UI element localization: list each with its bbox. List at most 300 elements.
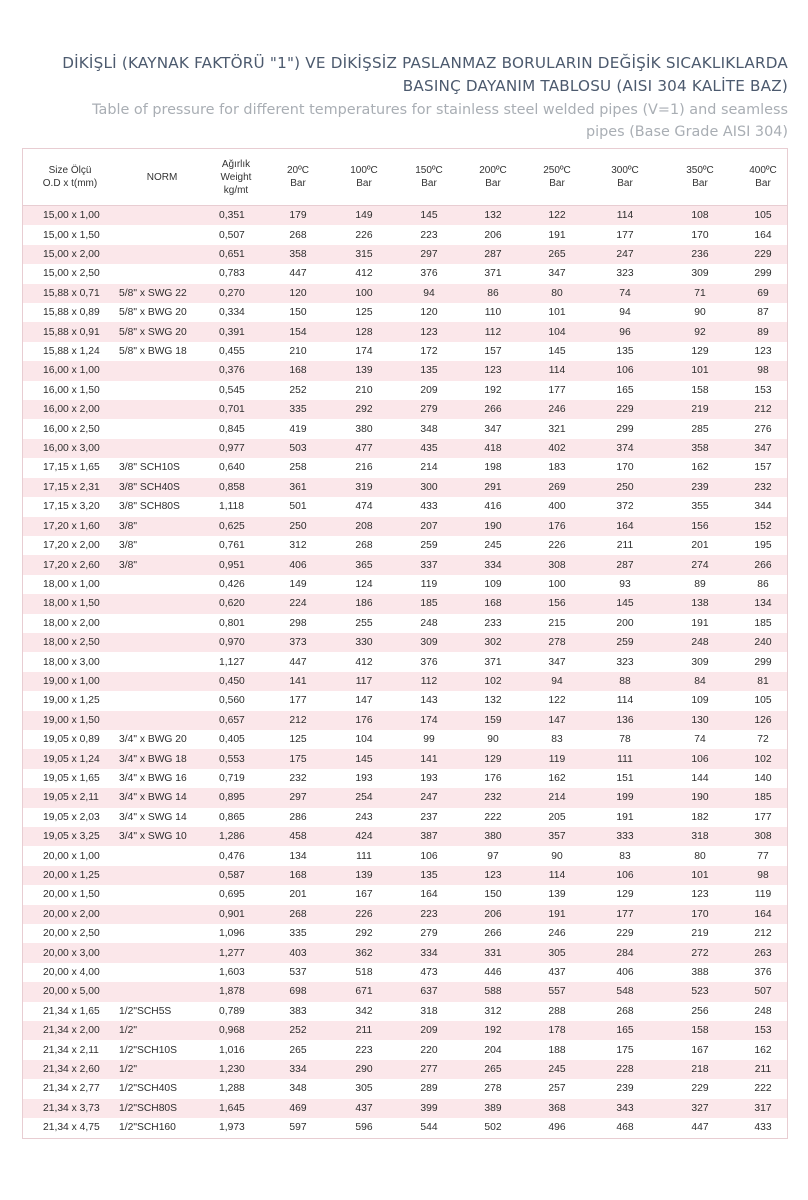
cell-bar-200c: 157 <box>484 346 502 358</box>
cell-bar-200c: 192 <box>484 384 502 396</box>
cell-bar-200c: 159 <box>484 714 502 726</box>
cell-bar-150c: 207 <box>420 520 438 532</box>
cell-bar-150c: 247 <box>420 792 438 804</box>
header-temp-label: 350ºC <box>686 165 714 176</box>
cell-bar-200c: 380 <box>484 831 502 843</box>
cell-bar-350c: 74 <box>694 734 706 746</box>
cell-bar-350c: 138 <box>691 598 709 610</box>
cell-size: 19,05 x 2,03 <box>43 811 100 823</box>
table-row <box>23 381 787 400</box>
cell-bar-20c: 201 <box>289 889 307 901</box>
cell-weight: 0,476 <box>219 850 245 862</box>
cell-bar-300c: 93 <box>619 578 631 590</box>
cell-bar-200c: 278 <box>484 1083 502 1095</box>
cell-bar-350c: 274 <box>691 559 709 571</box>
cell-weight: 0,620 <box>219 598 245 610</box>
cell-bar-150c: 279 <box>420 404 438 416</box>
cell-norm: 3/4" x BWG 18 <box>119 753 187 765</box>
cell-norm: 3/8" SCH80S <box>119 501 180 513</box>
cell-norm <box>117 381 207 400</box>
cell-bar-400c: 177 <box>754 811 772 823</box>
cell-bar-100c: 104 <box>355 734 373 746</box>
header-temp-200 <box>461 149 525 206</box>
cell-bar-200c: 123 <box>484 870 502 882</box>
cell-bar-300c: 259 <box>616 637 634 649</box>
cell-bar-350c: 358 <box>691 443 709 455</box>
cell-bar-100c: 125 <box>355 307 373 319</box>
cell-bar-350c: 272 <box>691 947 709 959</box>
cell-bar-150c: 435 <box>420 443 438 455</box>
table-row <box>23 225 787 244</box>
cell-size: 21,34 x 2,77 <box>43 1083 100 1095</box>
cell-bar-400c: 185 <box>754 792 772 804</box>
cell-bar-200c: 190 <box>484 520 502 532</box>
cell-bar-300c: 343 <box>616 1102 634 1114</box>
cell-bar-250c: 308 <box>548 559 566 571</box>
cell-bar-400c: 212 <box>754 928 772 940</box>
cell-weight: 0,970 <box>219 637 245 649</box>
cell-bar-300c: 333 <box>616 831 634 843</box>
header-norm <box>117 149 207 206</box>
cell-bar-150c: 193 <box>420 772 438 784</box>
cell-weight: 0,865 <box>219 811 245 823</box>
cell-bar-20c: 297 <box>289 792 307 804</box>
table-row <box>23 245 787 264</box>
header-size-label: Size Ölçü <box>48 165 92 176</box>
cell-bar-400c: 185 <box>754 617 772 629</box>
cell-bar-300c: 548 <box>616 986 634 998</box>
cell-size: 15,88 x 0,71 <box>43 287 100 299</box>
cell-bar-400c: 87 <box>757 307 769 319</box>
cell-bar-100c: 174 <box>355 346 373 358</box>
cell-weight: 0,507 <box>219 229 245 241</box>
cell-norm: 5/8" x BWG 20 <box>119 307 187 319</box>
cell-bar-350c: 80 <box>694 850 706 862</box>
cell-bar-400c: 152 <box>754 520 772 532</box>
cell-weight: 0,587 <box>219 870 245 882</box>
cell-bar-300c: 136 <box>616 714 634 726</box>
table-row <box>23 672 787 691</box>
cell-bar-200c: 331 <box>484 947 502 959</box>
cell-bar-300c: 177 <box>616 908 634 920</box>
title-en-line-2: pipes (Base Grade AISI 304) <box>586 124 788 140</box>
cell-bar-200c: 129 <box>484 753 502 765</box>
cell-bar-20c: 149 <box>289 578 307 590</box>
page-title-turkish <box>8 52 788 98</box>
cell-bar-100c: 223 <box>355 1044 373 1056</box>
cell-bar-350c: 92 <box>694 326 706 338</box>
cell-bar-20c: 268 <box>289 229 307 241</box>
header-norm-label: NORM <box>146 171 178 183</box>
cell-bar-250c: 119 <box>548 753 566 765</box>
header-temp-label: 400ºC <box>749 165 777 176</box>
cell-bar-300c: 287 <box>616 559 634 571</box>
cell-bar-250c: 288 <box>548 1005 566 1017</box>
table-row <box>23 478 787 497</box>
table-row <box>23 808 787 827</box>
cell-bar-200c: 233 <box>484 617 502 629</box>
cell-bar-100c: 186 <box>355 598 373 610</box>
cell-weight: 0,560 <box>219 695 245 707</box>
cell-weight: 1,118 <box>219 501 245 513</box>
cell-bar-150c: 544 <box>420 1122 438 1134</box>
header-temp-unit: Bar <box>755 178 771 189</box>
header-temp-label: 200ºC <box>479 165 507 176</box>
cell-bar-400c: 102 <box>754 753 772 765</box>
cell-size: 21,34 x 2,60 <box>43 1064 100 1076</box>
cell-bar-150c: 223 <box>420 229 438 241</box>
cell-bar-350c: 101 <box>691 870 709 882</box>
cell-bar-400c: 162 <box>754 1044 772 1056</box>
cell-norm <box>117 691 207 710</box>
cell-bar-400c: 86 <box>757 578 769 590</box>
cell-bar-200c: 123 <box>484 365 502 377</box>
cell-bar-300c: 191 <box>616 811 634 823</box>
cell-bar-300c: 175 <box>616 1044 634 1056</box>
cell-bar-250c: 122 <box>548 695 566 707</box>
table-row <box>23 905 787 924</box>
cell-bar-350c: 167 <box>691 1044 709 1056</box>
table-row <box>23 206 787 226</box>
cell-bar-300c: 228 <box>616 1064 634 1076</box>
cell-bar-250c: 114 <box>548 365 566 377</box>
header-temp-unit: Bar <box>692 178 708 189</box>
cell-bar-350c: 71 <box>694 287 706 299</box>
cell-bar-300c: 284 <box>616 947 634 959</box>
cell-weight: 1,096 <box>219 928 245 940</box>
cell-size: 20,00 x 4,00 <box>43 967 100 979</box>
cell-bar-150c: 99 <box>423 734 435 746</box>
cell-bar-400c: 157 <box>754 462 772 474</box>
cell-norm: 3/4" x BWG 14 <box>119 792 187 804</box>
cell-bar-300c: 145 <box>616 598 634 610</box>
cell-bar-150c: 209 <box>420 384 438 396</box>
cell-weight: 0,695 <box>219 889 245 901</box>
cell-size: 17,20 x 1,60 <box>43 520 100 532</box>
header-temp-400 <box>739 149 787 206</box>
cell-bar-350c: 201 <box>691 540 709 552</box>
cell-norm: 1/2"SCH40S <box>119 1083 178 1095</box>
cell-weight: 0,968 <box>219 1025 245 1037</box>
cell-bar-350c: 182 <box>691 811 709 823</box>
header-temp-label: 300ºC <box>611 165 639 176</box>
cell-norm: 3/8" SCH40S <box>119 481 180 493</box>
table-row <box>23 885 787 904</box>
cell-bar-350c: 256 <box>691 1005 709 1017</box>
cell-bar-150c: 348 <box>420 423 438 435</box>
cell-bar-400c: 81 <box>757 675 769 687</box>
table-row <box>23 419 787 438</box>
table-row <box>23 342 787 361</box>
cell-bar-250c: 214 <box>548 792 566 804</box>
cell-bar-250c: 101 <box>548 307 566 319</box>
cell-size: 15,88 x 0,91 <box>43 326 100 338</box>
table-row <box>23 303 787 322</box>
cell-bar-250c: 269 <box>548 481 566 493</box>
cell-bar-200c: 102 <box>484 675 502 687</box>
title-tr-line-1: DİKİŞLİ (KAYNAK FAKTÖRÜ "1") VE DİKİŞSİZ PASLANMAZ BORULARIN DEĞİŞİK SICAKLIKLARDA <box>62 54 788 72</box>
cell-size: 17,15 x 2,31 <box>43 481 100 493</box>
cell-bar-200c: 176 <box>484 772 502 784</box>
cell-size: 17,15 x 3,20 <box>43 501 100 513</box>
cell-size: 20,00 x 1,25 <box>43 870 100 882</box>
cell-bar-250c: 246 <box>548 404 566 416</box>
cell-bar-250c: 265 <box>548 249 566 261</box>
cell-bar-250c: 400 <box>548 501 566 513</box>
cell-bar-400c: 211 <box>754 1064 772 1076</box>
header-temp-350 <box>661 149 739 206</box>
cell-bar-400c: 222 <box>754 1083 772 1095</box>
cell-norm <box>117 400 207 419</box>
cell-norm <box>117 866 207 885</box>
table-row <box>23 400 787 419</box>
cell-bar-100c: 254 <box>355 792 373 804</box>
cell-bar-200c: 502 <box>484 1122 502 1134</box>
table-header-row <box>23 149 787 206</box>
cell-bar-300c: 374 <box>616 443 634 455</box>
cell-bar-350c: 236 <box>691 249 709 261</box>
cell-weight: 0,901 <box>219 908 245 920</box>
cell-bar-20c: 358 <box>289 249 307 261</box>
cell-bar-20c: 312 <box>289 540 307 552</box>
cell-bar-300c: 170 <box>616 462 634 474</box>
table-row <box>23 497 787 516</box>
cell-norm: 3/4" x BWG 16 <box>119 772 187 784</box>
header-temp-unit: Bar <box>549 178 565 189</box>
cell-norm <box>117 594 207 613</box>
cell-bar-400c: 123 <box>754 346 772 358</box>
cell-bar-100c: 365 <box>355 559 373 571</box>
cell-bar-100c: 210 <box>355 384 373 396</box>
cell-bar-100c: 193 <box>355 772 373 784</box>
cell-weight: 0,545 <box>219 384 245 396</box>
table-row <box>23 749 787 768</box>
cell-bar-300c: 177 <box>616 229 634 241</box>
cell-size: 19,05 x 3,25 <box>43 831 100 843</box>
cell-bar-100c: 176 <box>355 714 373 726</box>
cell-bar-350c: 309 <box>691 268 709 280</box>
table-row <box>23 284 787 303</box>
cell-bar-350c: 129 <box>691 346 709 358</box>
cell-bar-150c: 473 <box>420 967 438 979</box>
cell-bar-200c: 150 <box>484 889 502 901</box>
cell-bar-350c: 170 <box>691 229 709 241</box>
cell-bar-200c: 588 <box>484 986 502 998</box>
cell-bar-200c: 371 <box>484 656 502 668</box>
cell-bar-250c: 245 <box>548 1064 566 1076</box>
table-row <box>23 555 787 574</box>
cell-bar-20c: 698 <box>289 986 307 998</box>
title-tr-line-2: BASINÇ DAYANIM TABLOSU (AISI 304 KALİTE BAZ) <box>402 77 788 95</box>
cell-bar-400c: 105 <box>754 210 772 222</box>
cell-weight: 0,701 <box>219 404 245 416</box>
cell-bar-20c: 298 <box>289 617 307 629</box>
table-row <box>23 575 787 594</box>
header-temp-unit: Bar <box>290 178 306 189</box>
cell-bar-100c: 671 <box>355 986 373 998</box>
cell-bar-250c: 178 <box>548 1025 566 1037</box>
cell-weight: 1,127 <box>219 656 245 668</box>
cell-bar-200c: 132 <box>484 695 502 707</box>
cell-size: 19,00 x 1,25 <box>43 695 100 707</box>
cell-bar-100c: 145 <box>355 753 373 765</box>
cell-bar-150c: 337 <box>420 559 438 571</box>
cell-bar-250c: 305 <box>548 947 566 959</box>
cell-size: 21,34 x 1,65 <box>43 1005 100 1017</box>
cell-bar-150c: 277 <box>420 1064 438 1076</box>
cell-weight: 0,789 <box>219 1005 245 1017</box>
header-temp-20 <box>265 149 331 206</box>
table-row <box>23 1099 787 1118</box>
cell-size: 18,00 x 1,00 <box>43 578 100 590</box>
cell-weight: 0,351 <box>219 210 245 222</box>
cell-weight: 0,376 <box>219 365 245 377</box>
cell-bar-200c: 109 <box>484 578 502 590</box>
cell-bar-200c: 446 <box>484 967 502 979</box>
cell-bar-20c: 447 <box>289 268 307 280</box>
cell-size: 20,00 x 5,00 <box>43 986 100 998</box>
cell-bar-350c: 170 <box>691 908 709 920</box>
cell-norm <box>117 943 207 962</box>
cell-bar-100c: 100 <box>355 287 373 299</box>
table-row <box>23 1060 787 1079</box>
cell-bar-350c: 162 <box>691 462 709 474</box>
cell-size: 15,88 x 0,89 <box>43 307 100 319</box>
cell-bar-400c: 232 <box>754 481 772 493</box>
cell-bar-100c: 315 <box>355 249 373 261</box>
cell-bar-20c: 210 <box>289 346 307 358</box>
header-temp-unit: Bar <box>356 178 372 189</box>
cell-bar-20c: 361 <box>289 481 307 493</box>
cell-bar-350c: 144 <box>691 772 709 784</box>
cell-bar-100c: 290 <box>355 1064 373 1076</box>
cell-size: 15,88 x 1,24 <box>43 346 100 358</box>
cell-bar-300c: 406 <box>616 967 634 979</box>
table-row <box>23 711 787 730</box>
cell-bar-20c: 458 <box>289 831 307 843</box>
cell-bar-20c: 537 <box>289 967 307 979</box>
cell-bar-20c: 403 <box>289 947 307 959</box>
cell-norm: 3/4" x BWG 20 <box>119 734 187 746</box>
cell-bar-300c: 94 <box>619 307 631 319</box>
cell-bar-250c: 176 <box>548 520 566 532</box>
cell-bar-250c: 183 <box>548 462 566 474</box>
table-row <box>23 652 787 671</box>
cell-bar-150c: 174 <box>420 714 438 726</box>
cell-bar-150c: 145 <box>420 210 438 222</box>
cell-size: 16,00 x 1,50 <box>43 384 100 396</box>
cell-bar-150c: 143 <box>420 695 438 707</box>
cell-norm <box>117 846 207 865</box>
cell-bar-350c: 158 <box>691 1025 709 1037</box>
cell-bar-250c: 246 <box>548 928 566 940</box>
cell-bar-150c: 289 <box>420 1083 438 1095</box>
cell-bar-350c: 109 <box>691 695 709 707</box>
cell-bar-300c: 372 <box>616 501 634 513</box>
cell-bar-200c: 265 <box>484 1064 502 1076</box>
cell-bar-300c: 199 <box>616 792 634 804</box>
cell-bar-20c: 212 <box>289 714 307 726</box>
cell-bar-100c: 424 <box>355 831 373 843</box>
cell-bar-200c: 112 <box>484 326 502 338</box>
cell-norm <box>117 225 207 244</box>
table-row <box>23 1118 787 1137</box>
cell-norm: 1/2"SCH160 <box>119 1122 176 1134</box>
cell-bar-250c: 437 <box>548 967 566 979</box>
cell-bar-150c: 214 <box>420 462 438 474</box>
cell-weight: 1,286 <box>219 831 245 843</box>
cell-bar-200c: 418 <box>484 443 502 455</box>
cell-bar-250c: 145 <box>548 346 566 358</box>
cell-bar-200c: 266 <box>484 404 502 416</box>
cell-bar-150c: 279 <box>420 928 438 940</box>
cell-size: 18,00 x 2,00 <box>43 617 100 629</box>
cell-bar-150c: 318 <box>420 1005 438 1017</box>
cell-weight: 1,277 <box>219 947 245 959</box>
cell-bar-100c: 139 <box>355 870 373 882</box>
header-size-unit: O.D x t(mm) <box>42 178 98 189</box>
cell-bar-400c: 308 <box>754 831 772 843</box>
cell-size: 15,00 x 1,50 <box>43 229 100 241</box>
cell-size: 16,00 x 2,50 <box>43 423 100 435</box>
cell-bar-200c: 287 <box>484 249 502 261</box>
cell-bar-150c: 120 <box>420 307 438 319</box>
cell-weight: 0,426 <box>219 578 245 590</box>
cell-weight: 0,895 <box>219 792 245 804</box>
cell-bar-150c: 248 <box>420 617 438 629</box>
cell-bar-400c: 119 <box>754 889 772 901</box>
cell-bar-20c: 286 <box>289 811 307 823</box>
cell-bar-350c: 219 <box>691 928 709 940</box>
cell-bar-100c: 412 <box>355 268 373 280</box>
cell-bar-400c: 134 <box>754 598 772 610</box>
header-temp-100 <box>331 149 397 206</box>
cell-norm: 3/4" x SWG 10 <box>119 831 187 843</box>
cell-bar-300c: 114 <box>616 695 634 707</box>
cell-bar-300c: 106 <box>616 365 634 377</box>
cell-bar-20c: 154 <box>289 326 307 338</box>
cell-bar-200c: 312 <box>484 1005 502 1017</box>
cell-norm: 1/2"SCH10S <box>119 1044 178 1056</box>
table-row <box>23 691 787 710</box>
cell-weight: 0,651 <box>219 249 245 261</box>
cell-norm <box>117 245 207 264</box>
cell-size: 20,00 x 1,50 <box>43 889 100 901</box>
pressure-table <box>23 149 787 1138</box>
cell-bar-100c: 208 <box>355 520 373 532</box>
cell-bar-20c: 224 <box>289 598 307 610</box>
table-row <box>23 361 787 380</box>
cell-bar-350c: 388 <box>691 967 709 979</box>
cell-bar-300c: 78 <box>619 734 631 746</box>
cell-size: 19,05 x 1,65 <box>43 772 100 784</box>
cell-bar-20c: 503 <box>289 443 307 455</box>
cell-bar-150c: 637 <box>420 986 438 998</box>
cell-norm: 1/2"SCH5S <box>119 1005 172 1017</box>
cell-bar-300c: 83 <box>619 850 631 862</box>
cell-bar-20c: 597 <box>289 1122 307 1134</box>
cell-bar-20c: 134 <box>289 850 307 862</box>
table-row <box>23 730 787 749</box>
cell-norm <box>117 963 207 982</box>
cell-bar-400c: 276 <box>754 423 772 435</box>
cell-bar-400c: 317 <box>754 1102 772 1114</box>
cell-bar-400c: 164 <box>754 229 772 241</box>
cell-bar-350c: 90 <box>694 307 706 319</box>
header-weight-tr: Ağırlık <box>221 158 251 170</box>
table-row <box>23 866 787 885</box>
cell-bar-300c: 247 <box>616 249 634 261</box>
